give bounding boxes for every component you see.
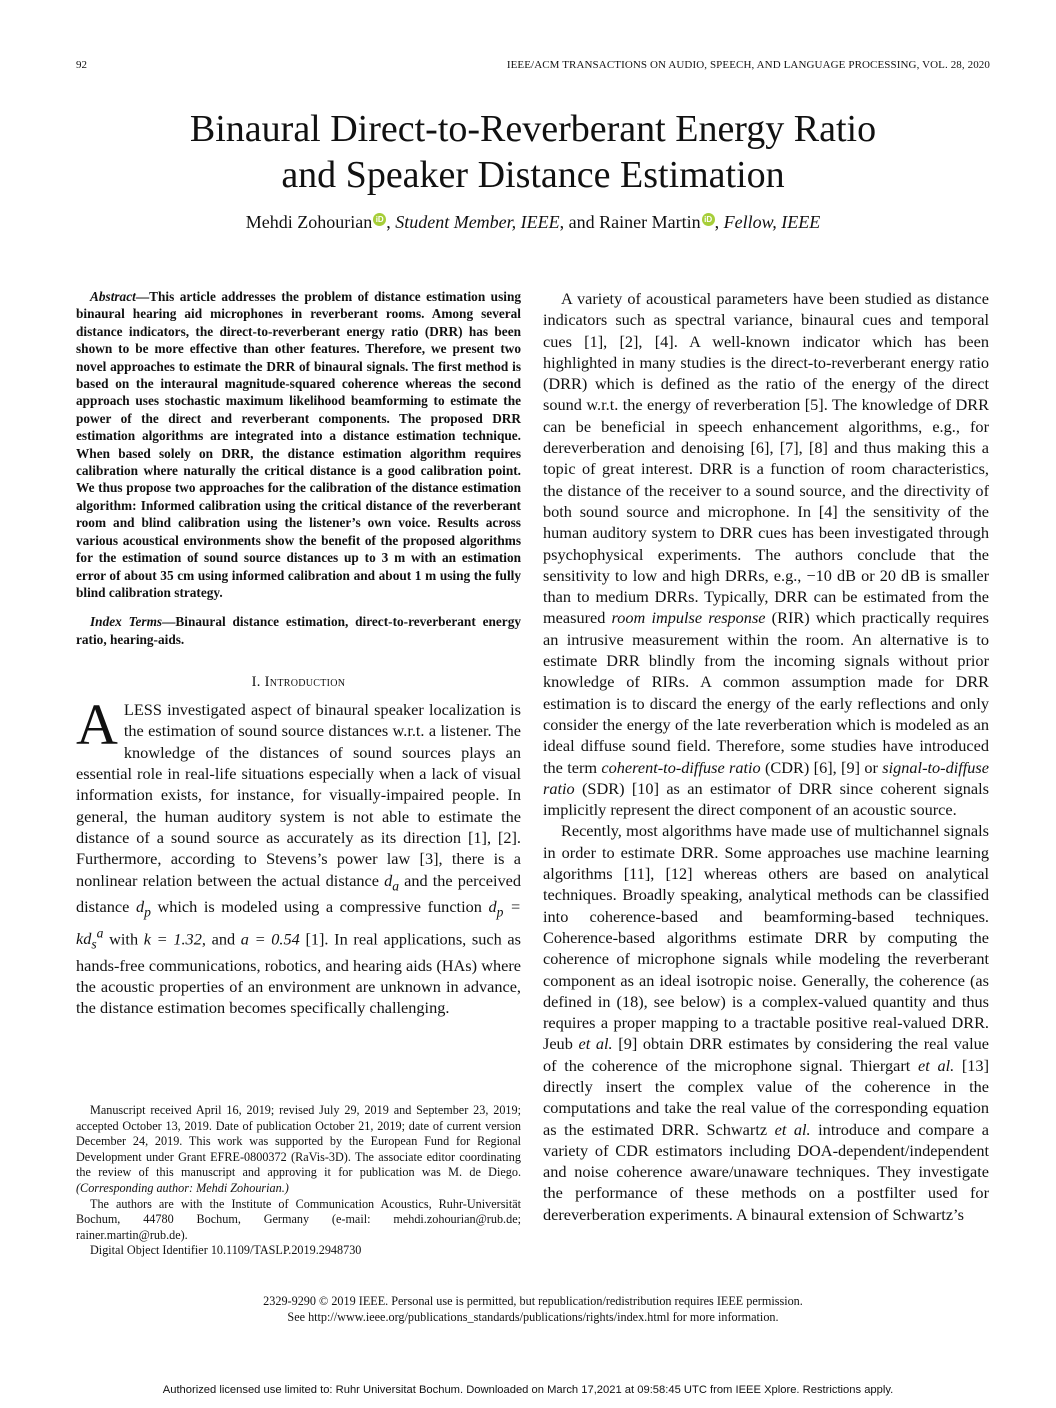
- index-terms: [76, 613, 521, 648]
- abstract-text: —This article addresses the problem of distance estimation using binaural hearing aid microphones in reverberant rooms. Among several distance indicators, the direct-to-reverberant energy ratio (DRR) has been shown to be more effective than other features. Therefore, we present two novel approaches to estimate the DRR of binaural signals. The first method is based on the interaural magnitude-squared coherence whereas the second approach uses stochastic maximum likelihood beamforming to estimate the power of the direct and reverberant components. The proposed DRR estimation algorithms are integrated into a distance estimation technique. When based solely on DRR, the distance estimation algorithm requires calibration where naturally the critical distance is a good calibration point. We thus propose two approaches for the calibration of the distance estimation algorithm: Informed calibration using the critical distance of the reverberant room and blind calibration using the listener’s own voice. Results across various acoustical environments show the benefit of the proposed algorithms for the estimation of sound source distances up to 3 m with an estimation error of about 35 cm using informed calibration and about 1 m using the fully blind calibration strategy.: [76, 289, 521, 600]
- emphasis-term: room impulse response: [611, 608, 766, 628]
- right-column: [543, 288, 989, 1225]
- license-footer: Authorized licensed use limited to: Ruhr Universitat Bochum. Downloaded on March 17,2021 at 09:58:45 UTC from IEEE Xplore. Restrictions apply.: [162, 1384, 894, 1396]
- body-text: introduce and compare a variety of CDR estimators including DOA-dependent/independent and noise coherence aware/unaware techniques. They investigate the performance of these methods on a postfilter used for dereverberation experiments. A binaural extension of Schwartz’s: [543, 1119, 989, 1224]
- intro-text: LESS investigated aspect of binaural speaker localization is the estimation of sound source distances w.r.t. a listener. The knowledge of the distances of sound sources plays an essential role in real-life situations especially when a lack of visual information exists, for instance, for visually-impaired people. In general, the human auditory system is not able to estimate the distance of a sound source as accurately as its direction [1], [2]. Furthermore, according to Stevens’s power law [3], there is a nonlinear relation between the actual distance: [76, 700, 521, 890]
- math-superscript: a: [96, 925, 104, 941]
- title-line-2: and Speaker Distance Estimation: [281, 154, 785, 196]
- footnote-manuscript: [76, 1103, 521, 1197]
- intro-text: with: [103, 929, 144, 949]
- section-numeral: I.: [251, 674, 261, 691]
- intro-text: , and: [201, 929, 241, 949]
- emphasis-term: coherent-to-diffuse ratio: [601, 757, 761, 777]
- math-var: [384, 870, 400, 893]
- section-name: Introduction: [264, 674, 346, 691]
- math-symbol: d: [135, 897, 145, 917]
- journal-header: IEEE/ACM TRANSACTIONS ON AUDIO, SPEECH, AND LANGUAGE PROCESSING, VOL. 28, 2020: [506, 59, 990, 71]
- body-text: (SDR) [10] as an estimator of DRR since coherent signals implicitly represent the direct component of an acoustic source.: [543, 778, 989, 820]
- copyright-line-2: See http://www.ieee.org/publications_standards/publications/rights/index.html for more information.: [287, 1310, 779, 1324]
- orcid-icon[interactable]: iD: [373, 213, 386, 226]
- body-text: [9] obtain DRR estimates by considering the real value of the coherence of the microphone signal. Thiergart: [543, 1034, 989, 1075]
- math-subscript: a: [392, 877, 400, 893]
- copyright-notice: [0, 1293, 1056, 1325]
- math-symbol: d: [488, 897, 497, 917]
- left-column: [76, 288, 521, 1018]
- corresponding-author: (Corresponding author: Mehdi Zohourian.): [76, 1180, 289, 1195]
- paper-title: [0, 106, 1056, 198]
- intro-text: [1]. In real applications, such as hands-free communications, robotics, and hearing aids (HAs) where the acoustic properties of an environment are unknown in advance, the distance estimation becomes specifically challenging.: [76, 929, 521, 1018]
- math-equation: a = 0.54: [240, 929, 300, 949]
- section-heading: [76, 674, 521, 691]
- intro-paragraph: [76, 692, 522, 1018]
- body-paragraph: [543, 820, 989, 1225]
- copyright-line-1: 2329-9290 © 2019 IEEE. Personal use is permitted, but republication/redistribution requires IEEE permission.: [263, 1294, 803, 1308]
- page-number: 92: [76, 59, 87, 71]
- index-terms-text: —Binaural distance estimation, direct-to-reverberant energy ratio, hearing-aids.: [76, 614, 522, 647]
- math-symbol: d: [384, 870, 393, 890]
- intro-text: which is modeled using a compressive function: [150, 897, 489, 917]
- author-1-affiliation: Student Member, IEEE: [395, 212, 560, 232]
- body-text: (RIR) which practically requires an intrusive measurement within the room. An alternative is to estimate DRR blindly from the incoming signals without prior knowledge of RIRs. A common assumption made for DRR estimation is to discard the energy of the early reflections and only consider the energy of the late reverberation which is modeled as an ideal diffuse sound field. Therefore, some studies have introduced the term: [543, 608, 989, 777]
- body-text: [13] directly insert the complex value of the coherence in the computations and take the real value of the corresponding equation as the estimated DRR. Schwartz: [543, 1055, 989, 1139]
- emphasis-term: signal-to-diffuse ratio: [543, 757, 989, 798]
- author-1-name: Mehdi Zohourian: [245, 212, 373, 232]
- body-text: A variety of acoustical parameters have been studied as distance indicators such as spectral variance, binaural cues and temporal cues [1], [2], [4]. A well-known indicator which has been highlighted in many studies is the direct-to-reverberant energy ratio (DRR) which is defined as the ratio of the energy of the direct sound w.r.t. the energy of reverberation [5]. The knowledge of DRR can be beneficial in speech enhancement algorithms, e.g., for dereverberation and denoising [6], [7], [8] and thus making this a topic of great interest. DRR is a function of room characteristics, the distance of the receiver to a sound source, and the directivity of both sound source and microphone. In [4] the sensitivity of the human auditory system to DRR cues has been investigated through psychophysical experiments. The authors conclude that the sensitivity to low and high DRRs, e.g., −10 dB or 20 dB is smaller than to medium DRRs. Typically, DRR can be estimated from the measured: [543, 289, 989, 628]
- intro-text: and the perceived distance: [76, 870, 521, 917]
- emphasis-term: et al.: [918, 1055, 955, 1075]
- math-var: [135, 897, 151, 920]
- author-2-name: Rainer Martin: [599, 212, 701, 232]
- abstract: [76, 288, 521, 601]
- author-line: Mehdi Zohourian iD , Student Member, IEEE, and Rainer Martin iD , Fellow, IEEE: [245, 212, 821, 232]
- abstract-label: Abstract: [90, 289, 136, 304]
- math-equation: k = 1.32: [143, 929, 202, 949]
- drop-cap: A: [76, 692, 118, 758]
- footnote-text: Manuscript received April 16, 2019; revised July 29, 2019 and September 23, 2019; accepted October 13, 2019. Date of publication October 21, 2019; date of current version December 24, 2019. This work was supported by the European Fund for Regional Development under Grant EFRE-0800372 (RaVis-3D). The associate editor coordinating the review of this manuscript and approving it for publication was M. de Diego.: [76, 1103, 521, 1180]
- footnotes: [76, 1103, 521, 1259]
- emphasis-term: et al.: [774, 1119, 811, 1139]
- title-line-1: Binaural Direct-to-Reverberant Energy Ratio: [189, 108, 877, 150]
- footnote-affiliation: The authors are with the Institute of Communication Acoustics, Ruhr-Universität Bochum, 44780 Bochum, Germany (e-mail: mehdi.zohourian@rub.de; rainer.martin@rub.de).: [76, 1196, 521, 1242]
- author-2-affiliation: Fellow, IEEE: [723, 212, 821, 232]
- orcid-icon[interactable]: iD: [702, 213, 715, 226]
- math-subscript: p: [496, 904, 504, 920]
- emphasis-term: et al.: [578, 1034, 613, 1054]
- math-symbol: = kd: [76, 897, 522, 949]
- body-text: Recently, most algorithms have made use of multichannel signals in order to estimate DRR. Some approaches use machine learning algorithms [11], [12] whereas others are based on analytical techniques. Broadly speaking, analytical methods can be classified into coherence-based and beamforming-based techniques. Coherence-based algorithms estimate DRR by computing the coherence of microphone signals while modeling the reverberant component as an ideal isotropic noise. Generally, the coherence (as defined in (18), see below) is a complex-valued quantity and thus requires a proper mapping to a tractable positive real-valued DRR. Jeub: [543, 821, 989, 1054]
- body-paragraph: [543, 288, 989, 820]
- footnote-doi: Digital Object Identifier 10.1109/TASLP.2019.2948730: [90, 1243, 362, 1258]
- body-text: (CDR) [6], [9] or: [760, 757, 883, 777]
- index-terms-label: Index Terms: [90, 614, 163, 630]
- author-connector: , and: [559, 212, 600, 232]
- math-subscript: s: [91, 936, 97, 952]
- math-subscript: p: [144, 904, 151, 920]
